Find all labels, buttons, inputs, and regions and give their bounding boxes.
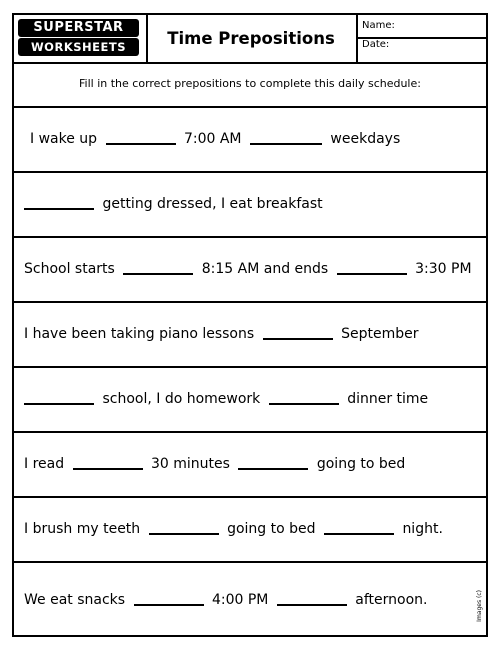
sentence-2 <box>24 173 323 236</box>
sentence-3 <box>24 238 472 301</box>
sentence-7-part-3: night. <box>402 521 443 537</box>
sentence-3-part-2: 8:15 AM and ends <box>201 261 329 277</box>
answer-blank[interactable] <box>134 604 204 606</box>
sentence-row-7 <box>14 498 486 563</box>
answer-blank[interactable] <box>337 273 407 275</box>
sentence-4 <box>24 303 418 366</box>
sentence-5-part-2: dinner time <box>347 391 429 407</box>
sentence-5-part-1: school, I do homework <box>102 391 261 407</box>
worksheet-title: Time Prepositions <box>167 29 335 48</box>
sentence-5 <box>24 368 428 431</box>
sentence-2-part-1: getting dressed, I eat breakfast <box>102 196 323 212</box>
sentence-1-part-1: I wake up <box>30 131 98 147</box>
sentence-8-part-3: afternoon. <box>355 592 428 608</box>
answer-blank[interactable] <box>269 403 339 405</box>
sentence-row-4 <box>14 303 486 368</box>
sentence-6-part-1: I read <box>24 456 65 472</box>
date-label: Date: <box>362 39 390 50</box>
answer-blank[interactable] <box>123 273 193 275</box>
sentence-7-part-1: I brush my teeth <box>24 521 141 537</box>
answer-blank[interactable] <box>263 338 333 340</box>
sentence-4-part-2: September <box>341 326 419 342</box>
worksheet <box>12 13 488 637</box>
sentence-4-part-1: I have been taking piano lessons <box>24 326 255 342</box>
answer-blank[interactable] <box>238 468 308 470</box>
name-label: Name: <box>362 20 395 31</box>
sentence-row-5 <box>14 368 486 433</box>
answer-blank[interactable] <box>24 403 94 405</box>
sentence-7 <box>24 498 443 561</box>
sentence-7-part-2: going to bed <box>227 521 316 537</box>
answer-blank[interactable] <box>324 533 394 535</box>
sentence-row-8 <box>14 563 486 628</box>
worksheet-header <box>14 15 486 64</box>
answer-blank[interactable] <box>106 143 176 145</box>
answer-blank[interactable] <box>250 143 322 145</box>
sentence-row-6 <box>14 433 486 498</box>
logo-line-1: SUPERSTAR <box>18 19 139 37</box>
sentence-8-part-2: 4:00 PM <box>211 592 269 608</box>
superstar-worksheets-logo <box>18 19 139 56</box>
answer-blank[interactable] <box>149 533 219 535</box>
answer-blank[interactable] <box>73 468 143 470</box>
sentence-1 <box>30 108 400 171</box>
sentence-3-part-1: School starts <box>24 261 115 277</box>
sentence-8-part-1: We eat snacks <box>24 592 126 608</box>
sentence-1-part-3: weekdays <box>330 131 401 147</box>
sentence-row-1 <box>14 108 486 173</box>
sentence-row-2 <box>14 173 486 238</box>
title-cell <box>146 15 358 62</box>
sentence-6-part-2: 30 minutes <box>151 456 230 472</box>
sentence-1-part-2: 7:00 AM <box>183 131 242 147</box>
sentence-6-part-3: going to bed <box>316 456 406 472</box>
answer-blank[interactable] <box>24 208 94 210</box>
answer-blank[interactable] <box>277 604 347 606</box>
logo-line-2: WORKSHEETS <box>18 38 139 56</box>
instructions-text: Fill in the correct prepositions to complete this daily schedule: <box>79 77 421 90</box>
logo-cell <box>14 15 148 62</box>
sentence-8 <box>24 569 428 632</box>
sentence-3-part-3: 3:30 PM <box>415 261 472 277</box>
copyright-note: Images (c) <box>476 590 483 622</box>
sentence-row-3 <box>14 238 486 303</box>
instructions-row <box>14 62 486 108</box>
sentence-6 <box>24 433 405 496</box>
